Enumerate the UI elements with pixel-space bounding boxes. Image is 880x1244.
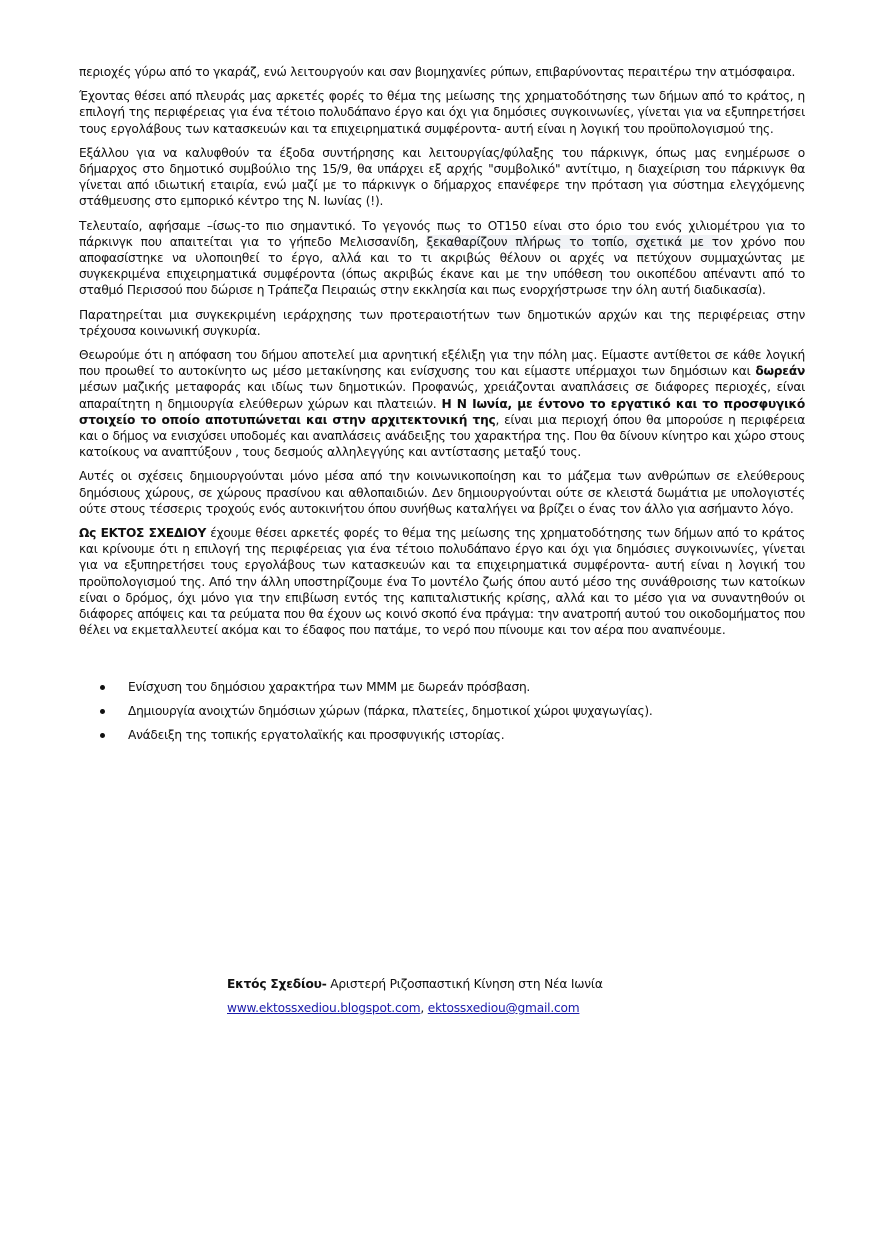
text-segment: έχουμε θέσει αρκετές φορές το θέμα της μείωσης της χρηματοδότησης των δήμων από το κράτος και κρίνουμε ότι η επιλογή της περιφέρειας για ένα τέτοιο πολυδάπανο έργο και όχι για δημόσιες συγκοινωνίες, γίνεται για να εξυπηρετήσει τους εργολάβους των κατασκευών και τα επιχειρηματικά συμφέροντα- αυτή είναι η λογική του προϋπολογισμού της. Από την άλλη υποστηρίζουμε ένα Το μοντέλο ζωής όπου αυτό μέσο της συνάθροισης των κατοίκων είναι ο δρόμος, όχι μόνο για την επιβίωση εντός της καπιταλιστικής κρίσης, αλλά και το μέσο για να συναντηθούν οι διάφορες απόψεις και τα ρεύματα που θα έχουν ως κοινό σκοπό ένα πράγμα: την ανατροπή αυτού του οικοδομήματος που θέλει να εκμεταλλευτεί ακόμα και το έδαφος που πατάμε, το νερό που πίνουμε και τον αέρα που αναπνέουμε. [79, 526, 805, 638]
text-segment: , είναι μια περιοχή όπου θα μπορούσε η περιφέρεια και ο δήμος να ενισχύσει υποδομές και αναπλάσεις ανάδειξης του χαρακτήρα της. Που θα δίνουν κίνητρο και χώρο στους κατοίκους να αναπτύξουν , τους δεσμούς αλληλεγγύης και αντίστασης μεταξύ τους. [79, 412, 805, 460]
bold-text: δωρεάν [755, 364, 805, 379]
paragraphs [79, 64, 805, 639]
paragraph [79, 64, 805, 80]
text-segment: Παρατηρείται μια συγκεκριμένη ιεράρχησης των προτεραιοτήτων των δημοτικών αρχών και της περιφέρειας στην τρέχουσα κοινωνική συγκυρία. [79, 307, 805, 338]
paragraph [79, 307, 805, 339]
paragraph [79, 525, 805, 638]
paragraph [79, 347, 805, 460]
text-segment: μέσων μαζικής μεταφοράς και ιδίως των δημοτικών. Προφανώς, χρειάζονται αναπλάσεις σε διάφορες περιοχές, είναι απαραίτητη η δημιουργία ελεύθερων χώρων και πλατειών. [79, 380, 805, 411]
text-segment: Εξάλλου για να καλυφθούν τα έξοδα συντήρησης και λειτουργίας/φύλαξης του πάρκινγκ, όπως μας ενημέρωσε ο δήμαρχος στο δημοτικό συμβούλιο της 15/9, θα υπάρχει εξ αρχής "συμβολικό" αντίτιμο, η διαχείριση του πάρκινγκ θα γίνεται από ιδιωτική εταιρία, ενώ μαζί με το πάρκινγκ ο δήμαρχος επανέφερε την πρόταση για σύστημα ελεγχόμενης στάθμευσης στο εμπορικό κέντρο της Ν. Ιωνίας (!). [79, 145, 805, 209]
spacer [79, 647, 805, 679]
bullet-text: Ανάδειξη της τοπικής εργατολαϊκής και προσφυγικής ιστορίας. [128, 727, 505, 742]
bullet-dot-icon [100, 733, 105, 738]
website-link[interactable]: www.ektossxediou.blogspot.com [227, 1001, 421, 1015]
text-segment: ον χρόνο που αποφασίστηκε να υλοποιηθεί το έργο, αλλά και το τι ακριβώς θέλουν οι αρχές να πετύχουν συμμαχώντας με συγκεκριμένα επιχειρηματικά συμφέροντα (όπως ακριβώς έκανε και με την υπόθεση του οικοπέδου απέναντι από το σταθμό Περισσού που δώρισε η Τράπεζα Πειραιώς στην εκκλησία και πως ενορχήστρωσε την όλη αυτή διαδικασία). [79, 234, 805, 298]
paragraph [79, 468, 805, 517]
bullet-item [79, 679, 805, 695]
bullet-dot-icon [100, 685, 105, 690]
bullet-item [79, 703, 805, 719]
paragraph [79, 88, 805, 137]
text-segment: Έχοντας θέσει από πλευράς μας αρκετές φορές το θέμα της μείωσης της χρηματοδότησης των δήμων από το κράτος, η επιλογή της περιφέρειας για ένα τέτοιο πολυδάπανο έργο και όχι για δημόσιες συγκοινωνίες, γίνεται για να εξυπηρετήσει τους εργολάβους των κατασκευών και τα επιχειρηματικά συμφέροντα- αυτή είναι η λογική του προϋπολογισμού της. [79, 89, 805, 136]
signature-org [227, 972, 603, 996]
org-description: Αριστερή Ριζοσπαστική Κίνηση στη Νέα Ιωνία [326, 977, 603, 991]
bullet-text: Δημιουργία ανοιχτών δημόσιων χώρων (πάρκα, πλατείες, δημοτικοί χώροι ψυχαγωγίας). [128, 703, 653, 718]
demands-list [79, 679, 805, 743]
paragraph [79, 218, 805, 299]
text-segment: Αυτές οι σχέσεις δημιουργούνται μόνο μέσα από την κοινωνικοποίηση και το μάζεμα των ανθρώπων σε ελεύθερους δημόσιους χώρους, σε χώρους πρασίνου και αθλοπαιδιών. Δεν δημιουργούνται ούτε σε κλειστά δωμάτια με υπολογιστές ούτε στους τέσσερις τροχούς ενός αυτοκινήτου όπου συνήθως καταλήγει να βρίζει ο ένας τον άλλο για ασήμαντο λόγο. [79, 469, 805, 516]
bullet-dot-icon [100, 709, 105, 714]
text-segment: ξεκαθαρίζουν πλήρως το τοπίο, σχετικά με τ [426, 234, 719, 249]
text-segment: Θεωρούμε ότι η απόφαση του δήμου αποτελεί μια αρνητική εξέλιξη για την πόλη μας. Είμαστε αντίθετοι σε κάθε λογική που προωθεί το αυτοκίνητο ως μέσο μετακίνησης και ενίσχυσης του και είμαστε υπέρμαχοι των δημόσιων και [79, 348, 805, 379]
email-link[interactable]: ektossxediou@gmail.com [427, 1001, 580, 1015]
org-name: Εκτός Σχεδίου- [227, 977, 327, 991]
bold-text: Η Ν Ιωνία, με έντονο το εργατικό και το προσφυγικό στοιχείο το οποίο αποτυπώνεται και στην αρχιτεκτονική της [79, 396, 806, 427]
bullet-text: Ενίσχυση του δημόσιου χαρακτήρα των ΜΜΜ με δωρεάν πρόσβαση. [128, 679, 531, 694]
paragraph [79, 145, 805, 210]
bold-text: Ως ΕΚΤΟΣ ΣΧΕΔΙΟΥ [79, 526, 207, 541]
text-segment: περιοχές γύρω από το γκαράζ, ενώ λειτουργούν και σαν βιομηχανίες ρύπων, επιβαρύνοντας περαιτέρω την ατμόσφαιρα. [79, 65, 796, 79]
text-segment: Τελευταίο, αφήσαμε –ίσως-το πιο σημαντικό. Το γεγονός πως το ΟΤ150 είναι στο όριο του ενός χιλιομέτρου για το πάρκινγκ που απαιτείται για το γήπεδο Μελισσανίδη, [79, 218, 805, 249]
link-separator: , [420, 1001, 428, 1015]
signature-links [227, 996, 603, 1020]
signature-block [227, 972, 603, 1020]
document-body [79, 64, 805, 751]
bullet-item [79, 727, 805, 743]
